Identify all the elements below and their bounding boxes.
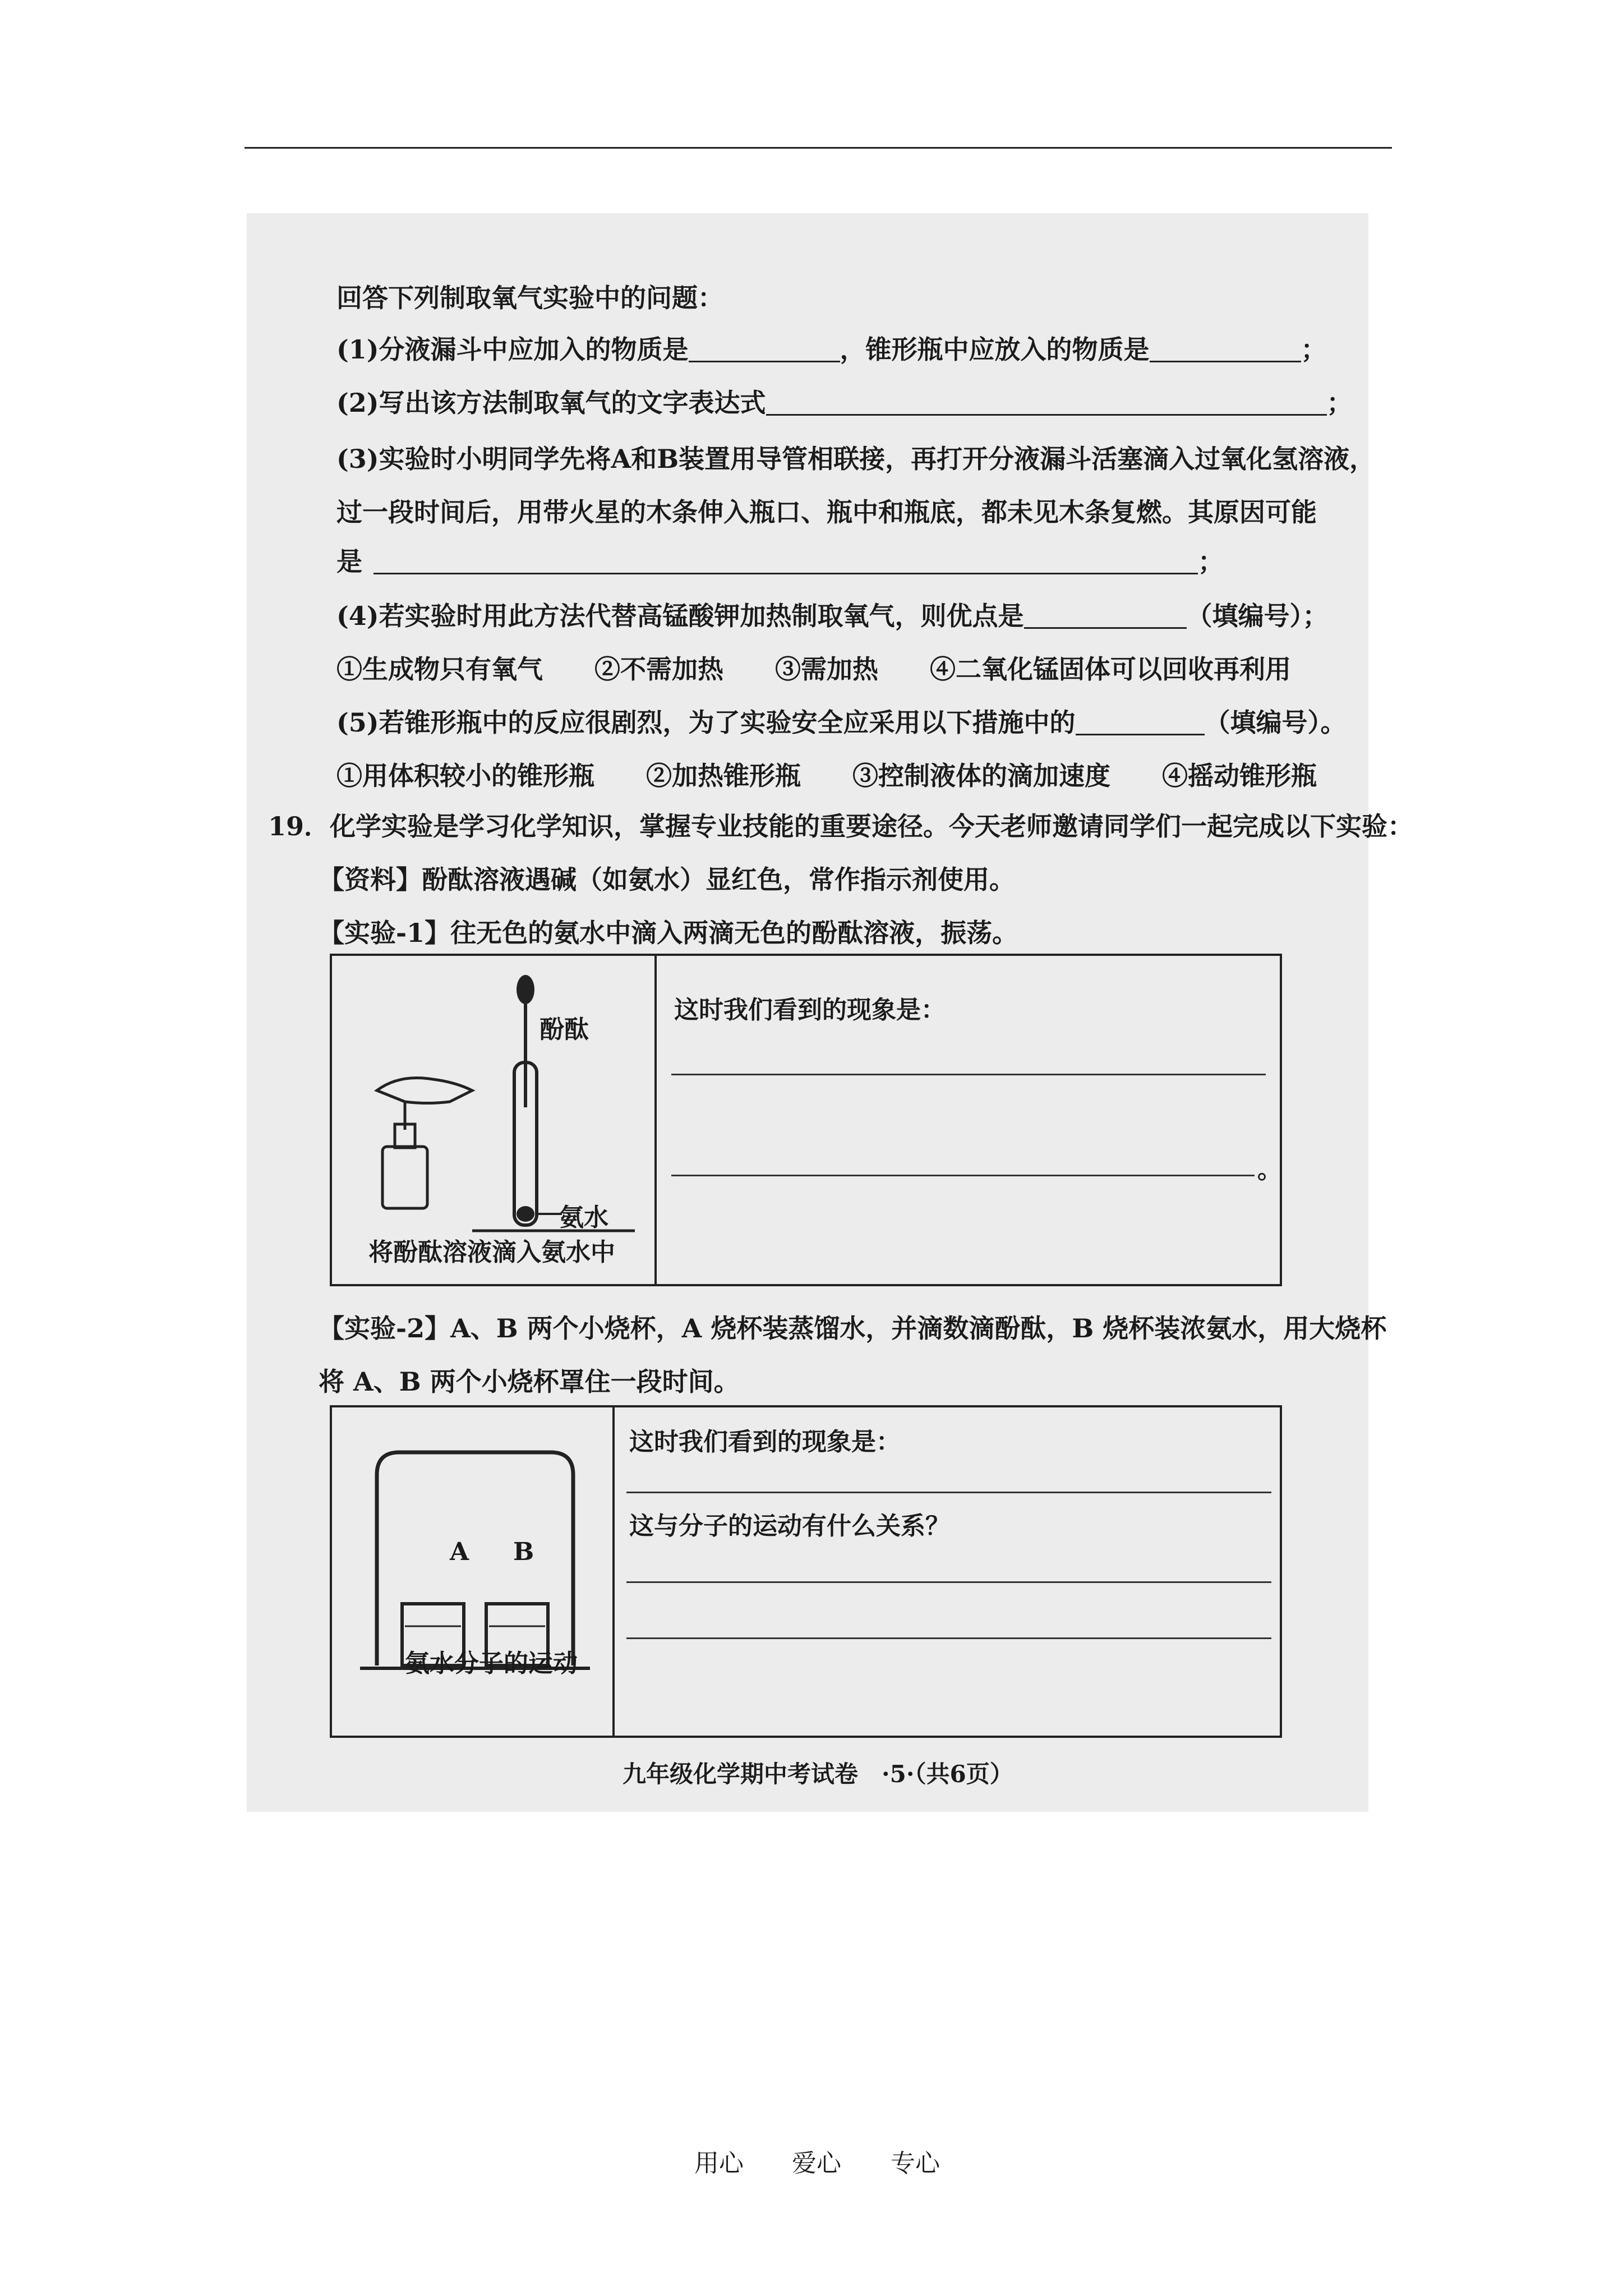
- answer-line[interactable]: [671, 1175, 1255, 1176]
- motto-3: 专心: [891, 2149, 940, 2178]
- answer-blank[interactable]: [374, 550, 1198, 574]
- box-divider: [612, 1407, 615, 1736]
- answer-blank[interactable]: [1024, 605, 1187, 629]
- q18-part5-options: ①用体积较小的锥形瓶 ②加热锥形瓶 ③控制液体的滴加速度 ④摇动锥形瓶: [336, 761, 1317, 791]
- experiment-2-text-line1: 【实验-2】A、B 两个小烧杯，A 烧杯装蒸馏水，并滴数滴酚酞，B 烧杯装浓氨水，用大烧杯: [319, 1313, 1387, 1343]
- header-rule: [245, 147, 1392, 149]
- q18-part5-text: (5)若锥形瓶中的反应很剧烈，为了实验安全应采用以下措施中的: [336, 707, 1076, 738]
- label-ammonia: 氨水: [559, 1203, 608, 1232]
- box2-prompt-2: 这与分子的运动有什么关系？: [629, 1512, 950, 1540]
- motto-1: 用心: [694, 2149, 744, 2178]
- q18-intro: 回答下列制取氧气实验中的问题：: [336, 283, 723, 313]
- answer-blank[interactable]: [1150, 338, 1301, 362]
- q18-part1-text-b: ，锥形瓶中应放入的物质是: [840, 334, 1150, 365]
- experiment-1-box: [330, 954, 1282, 1286]
- q18-part3-end: ；: [1198, 546, 1224, 577]
- q18-part4-end: （填编号）；: [1186, 601, 1329, 631]
- motto-2: 爱心: [792, 2149, 841, 2178]
- q18-part5-end: （填编号）。: [1204, 707, 1347, 738]
- answer-blank[interactable]: [689, 338, 840, 362]
- answer-line[interactable]: [626, 1637, 1271, 1639]
- label-phenolphthalein: 酚酞: [540, 1015, 589, 1044]
- box1-caption: 将酚酞溶液滴入氨水中: [368, 1238, 615, 1267]
- answer-line[interactable]: [626, 1581, 1271, 1583]
- q18-part4-text: (4)若实验时用此方法代替高锰酸钾加热制取氧气，则优点是: [336, 601, 1024, 631]
- q18-part3-line2: 过一段时间后，用带火星的木条伸入瓶口、瓶中和瓶底，都未见木条复燃。其原因可能: [336, 497, 1317, 527]
- q18-part5: [336, 707, 1347, 738]
- q18-part3-line1: (3)实验时小明同学先将A和B装置用导管相联接，再打开分液漏斗活塞滴入过氧化氢溶液，: [336, 444, 1376, 474]
- q18-part1: [336, 334, 1327, 365]
- box-divider: [654, 956, 657, 1284]
- answer-line[interactable]: [671, 1074, 1266, 1075]
- q18-part4-options: ①生成物只有氧气 ②不需加热 ③需加热 ④二氧化锰固体可以回收再利用: [336, 654, 1291, 684]
- label-beaker-a: A: [450, 1538, 469, 1566]
- q18-part1-end: ；: [1301, 334, 1327, 365]
- q18-part3-line3: [336, 546, 1224, 577]
- q18-part1-text-a: (1)分液漏斗中应加入的物质是: [336, 334, 689, 365]
- answer-line[interactable]: [626, 1492, 1271, 1493]
- q18-part4: [336, 603, 1329, 629]
- q19-intro: 19．化学实验是学习化学知识，掌握专业技能的重要途径。今天老师邀请同学们一起完成以下实验：: [268, 811, 1414, 841]
- answer-blank[interactable]: [1076, 711, 1205, 735]
- experiment-2-text-line2: 将 A、B 两个小烧杯罩住一段时间。: [319, 1366, 740, 1397]
- label-beaker-b: B: [513, 1538, 534, 1566]
- box2-caption: 氨水分子的运动: [405, 1649, 578, 1678]
- box1-prompt: 这时我们看到的现象是：: [674, 996, 946, 1024]
- q18-part2-text: (2)写出该方法制取氧气的文字表达式: [336, 388, 766, 418]
- q18-part2-end: ；: [1326, 388, 1353, 418]
- page-footer: 九年级化学期中考试卷 ·5·（共6页）: [623, 1760, 1013, 1788]
- q18-part2: [336, 390, 1353, 416]
- answer-blank[interactable]: [766, 392, 1327, 416]
- info-note: 【资料】酚酞溶液遇碱（如氨水）显红色，常作指示剂使用。: [319, 864, 1015, 895]
- experiment-1-text: 【实验-1】往无色的氨水中滴入两滴无色的酚酞溶液，振荡。: [319, 918, 1018, 948]
- box1-end-mark: 。: [1257, 1156, 1282, 1184]
- experiment-2-box: [330, 1405, 1282, 1738]
- q18-part3-text: 是: [336, 546, 362, 577]
- box2-prompt-1: 这时我们看到的现象是：: [629, 1428, 901, 1456]
